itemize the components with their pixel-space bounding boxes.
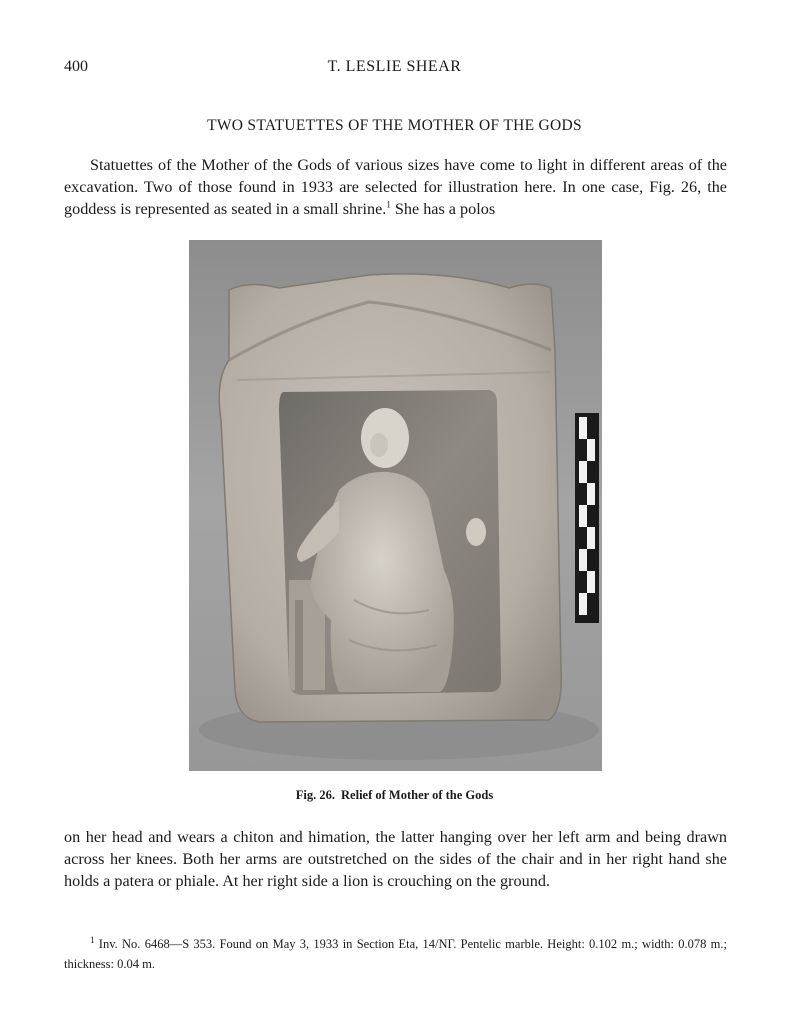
footnote-number: 1 xyxy=(90,934,95,945)
paragraph-1-continuation: She has a polos xyxy=(390,200,496,218)
figure-photograph xyxy=(189,240,602,771)
page-number: 400 xyxy=(64,58,88,75)
footnote-text: Inv. No. 6468—S 353. Found on May 3, 1933 in Section Eta, 14/ΝΓ. Pentelic marble. Height: 0.102 m.; width: 0.078 m.; thickness: 0.04 m. xyxy=(64,937,727,971)
figure-label: Fig. 26. xyxy=(295,788,336,802)
section-title: TWO STATUETTES OF THE MOTHER OF THE GODS xyxy=(207,117,582,134)
figure-caption-text: Relief of Mother of the Gods xyxy=(341,788,494,802)
footnote xyxy=(64,934,727,974)
body-paragraph-1 xyxy=(64,154,727,220)
relief-photo xyxy=(189,240,602,771)
body-paragraph-2: on her head and wears a chiton and himation, the latter hanging over her left arm and being drawn across her knees. Both her arms are outstretched on the sides of the chair and in her right hand she holds a patera or phiale. At her right side a lion is crouching on the ground. xyxy=(64,828,727,890)
footnote-reference: 1 xyxy=(386,199,391,210)
paragraph-1-text: Statuettes of the Mother of the Gods of various sizes have come to light in different areas of the excavation. Two of those found in 1933 are selected for illustration here. In one case, Fig. 26, the goddess is represented as seated in a small shrine. xyxy=(64,156,727,218)
running-head-author: T. LESLIE SHEAR xyxy=(327,58,462,75)
scale-bar xyxy=(575,413,599,623)
running-head xyxy=(0,58,789,80)
figure-caption xyxy=(0,788,789,803)
